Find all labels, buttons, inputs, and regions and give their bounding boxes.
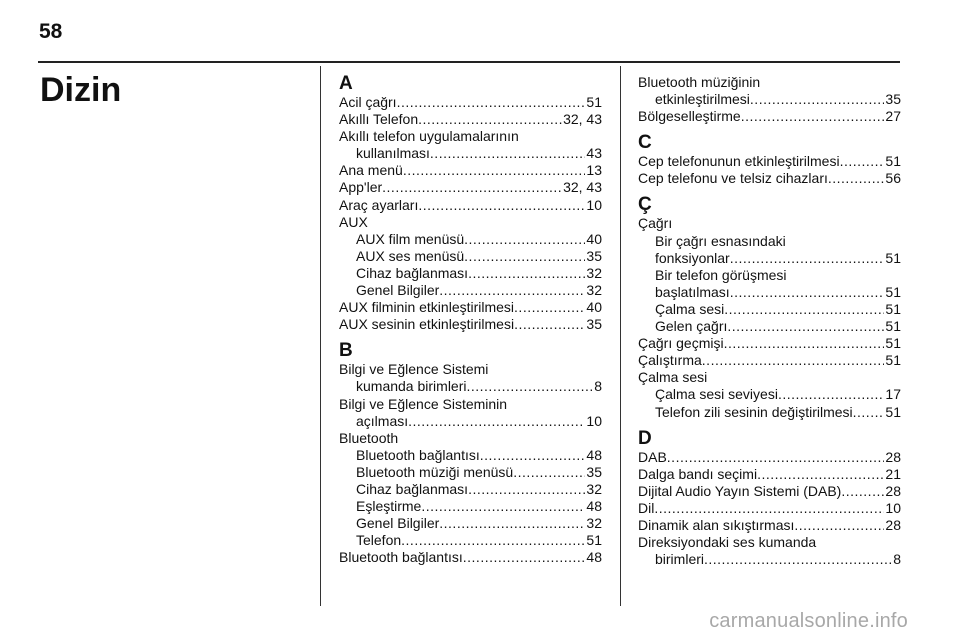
entry-page-reference: 32 bbox=[586, 282, 602, 299]
index-title: Dizin bbox=[40, 71, 122, 109]
index-subentry bbox=[638, 250, 901, 267]
dot-leader bbox=[724, 335, 885, 352]
entry-page-reference: 10 bbox=[885, 499, 901, 516]
entry-label: Bölgeselleştirme bbox=[638, 108, 741, 125]
index-entry bbox=[638, 335, 901, 352]
index-entry bbox=[339, 94, 602, 111]
index-subentry bbox=[339, 248, 602, 265]
index-subentry bbox=[638, 301, 901, 318]
entry-page-reference: 40 bbox=[586, 299, 602, 316]
index-subentry bbox=[638, 386, 901, 403]
entry-page-reference: 8 bbox=[594, 378, 602, 395]
dot-leader bbox=[514, 316, 585, 333]
index-entry bbox=[339, 111, 602, 128]
dot-leader bbox=[468, 265, 585, 282]
entry-page-reference: 27 bbox=[885, 108, 901, 125]
entry-label: Acil çağrı bbox=[339, 94, 397, 110]
entry-label: Dalga bandı seçimi bbox=[638, 465, 758, 482]
entry-page-reference: 51 bbox=[885, 300, 901, 317]
dot-leader bbox=[418, 111, 562, 128]
entry-label: Çalıştırma bbox=[638, 352, 702, 369]
index-heading: Çalma sesi bbox=[638, 369, 708, 386]
entry-page-reference: 51 bbox=[885, 153, 901, 170]
entry-label: Dijital Audio Yayın Sistemi (DAB) bbox=[638, 482, 842, 499]
entry-page-reference: 48 bbox=[586, 549, 602, 566]
entry-page-reference: 48 bbox=[586, 446, 602, 463]
index-entry bbox=[638, 170, 901, 187]
dot-leader bbox=[468, 481, 585, 498]
entry-page-reference: 51 bbox=[885, 403, 901, 420]
entry-page-reference: 28 bbox=[885, 448, 901, 465]
entry-label: App'ler bbox=[339, 179, 383, 196]
entry-label: etkinleştirilmesi bbox=[655, 91, 750, 108]
dot-leader bbox=[463, 549, 586, 566]
entry-page-reference: 13 bbox=[586, 162, 602, 179]
section-letter: Ç bbox=[638, 194, 652, 216]
section-letter: A bbox=[339, 73, 353, 94]
index-subentry bbox=[339, 231, 602, 248]
entry-page-reference: 21 bbox=[885, 465, 901, 482]
index-subentry bbox=[339, 447, 602, 464]
page-number: 58 bbox=[39, 20, 63, 43]
index-entry bbox=[638, 449, 901, 466]
index-heading: Çağrı bbox=[638, 215, 673, 232]
entry-page-reference: 48 bbox=[586, 498, 602, 515]
entry-label: Telefon zili sesinin değiştirilmesi bbox=[655, 403, 853, 420]
entry-label: Genel Bilgiler bbox=[356, 515, 440, 532]
entry-label: Bluetooth bağlantısı bbox=[356, 446, 480, 463]
index-column-1 bbox=[339, 74, 602, 566]
index-heading: Bilgi ve Eğlence Sisteminin bbox=[339, 395, 508, 412]
index-subheading: Bir telefon görüşmesi bbox=[655, 266, 787, 283]
index-entry bbox=[339, 179, 602, 196]
index-entry bbox=[339, 299, 602, 316]
index-subentry bbox=[339, 481, 602, 498]
dot-leader bbox=[704, 551, 892, 568]
entry-page-reference: 32 bbox=[586, 515, 602, 532]
entry-page-reference: 56 bbox=[885, 170, 901, 187]
entry-page-reference: 35 bbox=[586, 463, 602, 480]
index-heading: Bluetooth müziğinin bbox=[638, 74, 761, 90]
entry-label: Akıllı Telefon bbox=[339, 111, 419, 128]
entry-page-reference: 51 bbox=[885, 249, 901, 266]
dot-leader bbox=[439, 515, 585, 532]
index-entry bbox=[339, 316, 602, 333]
entry-label: Çalma sesi bbox=[655, 300, 725, 317]
entry-label: Ana menü bbox=[339, 162, 403, 179]
entry-label: Dinamik alan sıkıştırması bbox=[638, 516, 795, 533]
entry-page-reference: 28 bbox=[885, 516, 901, 533]
index-subentry bbox=[339, 413, 602, 430]
entry-label: Eşleştirme bbox=[356, 498, 422, 515]
entry-page-reference: 32 bbox=[586, 264, 602, 281]
index-subentry bbox=[339, 378, 602, 395]
dot-leader bbox=[750, 91, 885, 108]
entry-label: Dil bbox=[638, 499, 655, 516]
dot-leader bbox=[840, 153, 885, 170]
entry-page-reference: 35 bbox=[586, 316, 602, 333]
entry-page-reference: 35 bbox=[885, 91, 901, 108]
dot-leader bbox=[841, 483, 884, 500]
entry-label: Cep telefonunun etkinleştirilmesi bbox=[638, 153, 840, 170]
index-subentry bbox=[638, 551, 901, 568]
dot-leader bbox=[466, 378, 593, 395]
index-heading: Direksiyondaki ses kumanda bbox=[638, 534, 817, 551]
index-entry bbox=[638, 466, 901, 483]
index-subentry bbox=[339, 145, 602, 162]
watermark-text: carmanualsonline.info bbox=[709, 610, 908, 632]
dot-leader bbox=[778, 386, 884, 403]
entry-label: Bluetooth bağlantısı bbox=[339, 549, 463, 566]
dot-leader bbox=[397, 94, 586, 111]
dot-leader bbox=[730, 250, 885, 267]
entry-page-reference: 32, 43 bbox=[563, 111, 602, 128]
index-subentry bbox=[339, 464, 602, 481]
index-subheading: Bir çağrı esnasındaki bbox=[655, 232, 786, 249]
entry-label: kumanda birimleri bbox=[356, 378, 467, 395]
index-subentry bbox=[339, 515, 602, 532]
index-entry bbox=[638, 108, 901, 125]
section-letter: D bbox=[638, 427, 652, 449]
dot-leader bbox=[464, 231, 585, 248]
dot-leader bbox=[421, 498, 585, 515]
index-subentry bbox=[638, 318, 901, 335]
entry-page-reference: 28 bbox=[885, 482, 901, 499]
entry-label: fonksiyonlar bbox=[655, 249, 730, 266]
entry-label: Cep telefonu ve telsiz cihazları bbox=[638, 170, 828, 187]
entry-label: başlatılması bbox=[655, 283, 730, 300]
dot-leader bbox=[794, 517, 884, 534]
entry-page-reference: 10 bbox=[586, 196, 602, 213]
dot-leader bbox=[382, 179, 562, 196]
entry-label: kullanılması bbox=[356, 145, 430, 162]
entry-page-reference: 32 bbox=[586, 480, 602, 497]
index-subentry bbox=[638, 404, 901, 421]
dot-leader bbox=[513, 464, 585, 481]
entry-label: birimleri bbox=[655, 551, 704, 568]
entry-label: Çağrı geçmişi bbox=[638, 335, 724, 352]
column-divider-left bbox=[320, 66, 321, 606]
index-subentry bbox=[638, 91, 901, 108]
entry-label: Çalma sesi seviyesi bbox=[655, 386, 778, 403]
index-entry bbox=[339, 549, 602, 566]
entry-label: Gelen çağrı bbox=[655, 318, 728, 335]
dot-leader bbox=[439, 282, 585, 299]
index-subentry bbox=[339, 282, 602, 299]
index-subentry bbox=[638, 284, 901, 301]
index-subentry bbox=[339, 498, 602, 515]
entry-label: AUX filminin etkinleştirilmesi bbox=[339, 299, 515, 316]
dot-leader bbox=[741, 108, 885, 125]
dot-leader bbox=[724, 301, 884, 318]
dot-leader bbox=[401, 532, 585, 549]
dot-leader bbox=[667, 449, 885, 466]
entry-label: Cihaz bağlanması bbox=[356, 264, 469, 281]
dot-leader bbox=[828, 170, 885, 187]
entry-page-reference: 8 bbox=[893, 551, 901, 568]
index-entry bbox=[638, 153, 901, 170]
entry-label: AUX sesinin etkinleştirilmesi bbox=[339, 316, 515, 333]
dot-leader bbox=[702, 352, 885, 369]
index-heading: Bilgi ve Eğlence Sistemi bbox=[339, 361, 489, 378]
index-entry bbox=[339, 197, 602, 214]
entry-label: Bluetooth müziği menüsü bbox=[356, 463, 514, 480]
index-entry bbox=[638, 517, 901, 534]
index-entry bbox=[339, 162, 602, 179]
entry-label: Araç ayarları bbox=[339, 196, 419, 213]
entry-page-reference: 51 bbox=[885, 335, 901, 352]
index-subentry bbox=[339, 265, 602, 282]
dot-leader bbox=[514, 299, 585, 316]
index-heading: Akıllı telefon uygulamalarının bbox=[339, 128, 519, 145]
dot-leader bbox=[464, 248, 585, 265]
dot-leader bbox=[430, 145, 586, 162]
dot-leader bbox=[480, 447, 586, 464]
entry-page-reference: 51 bbox=[885, 318, 901, 335]
dot-leader bbox=[654, 500, 884, 517]
entry-label: DAB bbox=[638, 448, 667, 465]
dot-leader bbox=[408, 413, 585, 430]
entry-page-reference: 51 bbox=[586, 532, 602, 549]
dot-leader bbox=[853, 404, 885, 421]
entry-label: açılması bbox=[356, 412, 409, 429]
dot-leader bbox=[757, 466, 884, 483]
column-divider-right bbox=[620, 66, 621, 606]
entry-label: AUX film menüsü bbox=[356, 230, 465, 247]
dot-leader bbox=[403, 162, 586, 179]
entry-page-reference: 32, 43 bbox=[563, 179, 602, 196]
entry-page-reference: 51 bbox=[885, 352, 901, 369]
entry-page-reference: 51 bbox=[586, 94, 602, 110]
entry-label: Cihaz bağlanması bbox=[356, 480, 469, 497]
entry-label: Telefon bbox=[356, 532, 402, 549]
entry-page-reference: 43 bbox=[586, 145, 602, 162]
dot-leader bbox=[727, 318, 884, 335]
index-entry bbox=[638, 483, 901, 500]
index-heading: Bluetooth bbox=[339, 429, 399, 446]
index-heading: AUX bbox=[339, 213, 368, 230]
entry-page-reference: 40 bbox=[586, 230, 602, 247]
index-entry bbox=[638, 352, 901, 369]
index-column-2 bbox=[638, 74, 901, 568]
entry-page-reference: 10 bbox=[586, 412, 602, 429]
entry-page-reference: 17 bbox=[885, 386, 901, 403]
index-subentry bbox=[339, 532, 602, 549]
entry-page-reference: 51 bbox=[885, 283, 901, 300]
section-letter: B bbox=[339, 340, 353, 362]
dot-leader bbox=[418, 197, 585, 214]
entry-page-reference: 35 bbox=[586, 247, 602, 264]
index-entry bbox=[638, 500, 901, 517]
section-letter: C bbox=[638, 132, 652, 154]
dot-leader bbox=[730, 284, 885, 301]
entry-label: Genel Bilgiler bbox=[356, 282, 440, 299]
header-rule bbox=[38, 61, 900, 63]
entry-label: AUX ses menüsü bbox=[356, 247, 465, 264]
